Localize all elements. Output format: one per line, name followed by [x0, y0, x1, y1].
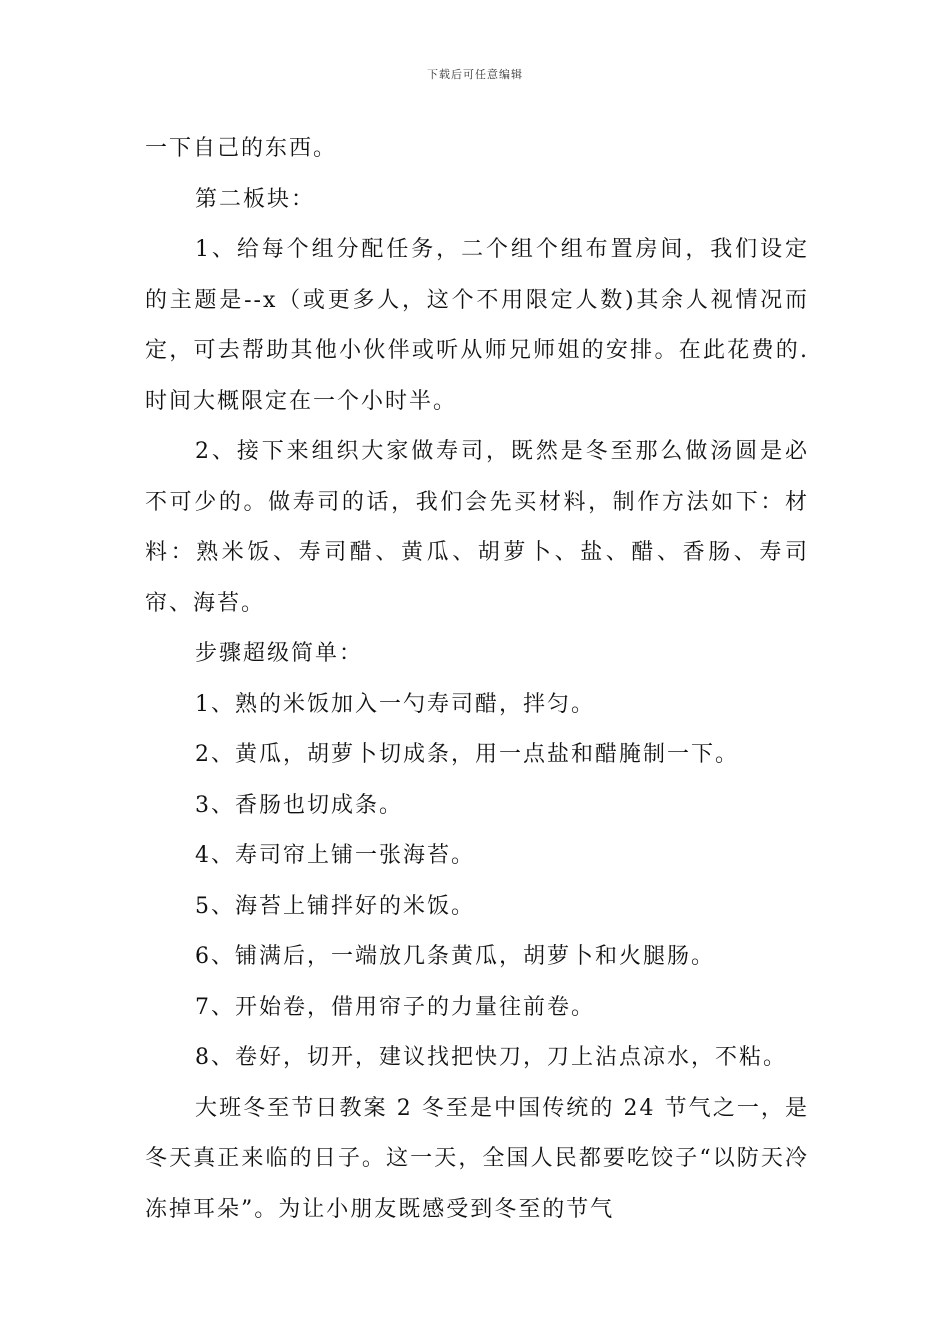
page-header: 下载后可任意编辑: [427, 68, 523, 81]
step-item: 8、卷好，切开，建议找把快刀，刀上沾点凉水，不粘。: [195, 1045, 787, 1070]
step-item: 7、开始卷，借用帘子的力量往前卷。: [195, 994, 595, 1020]
step-item: 5、海苔上铺拌好的米饭。: [195, 893, 475, 919]
paragraph: 2、接下来组织大家做寿司，既然是冬至那么做汤圆是必不可少的。做寿司的话，我们会先买材料，制作方法如下：材料：熟米饭、寿司醋、黄瓜、胡萝卜、盐、醋、香肠、寿司帘、海苔。: [145, 439, 809, 616]
document-body: [145, 124, 809, 1235]
paragraph: 大班冬至节日教案 2 冬至是中国传统的 24 节气之一，是冬天真正来临的日子。这一天，全国人民都要吃饺子“以防天冷冻掉耳朵”。为让小朋友既感受到冬至的节气: [145, 1095, 809, 1222]
step-item: 3、香肠也切成条。: [195, 792, 403, 818]
paragraph: 1、给每个组分配任务，二个组个组布置房间，我们设定的主题是--x（或更多人，这个不用限定人数)其余人视情况而定，可去帮助其他小伙伴或听从师兄师姐的安排。在此花费的.时间大概限定在一个小时半。: [145, 237, 809, 414]
paragraph: 一下自己的东西。: [145, 136, 338, 161]
steps-heading: 步骤超级简单：: [195, 641, 364, 666]
step-item: 1、熟的米饭加入一勺寿司醋，拌匀。: [195, 691, 595, 717]
step-item: 6、铺满后，一端放几条黄瓜，胡萝卜和火腿肠。: [195, 944, 715, 969]
step-item: 2、黄瓜，胡萝卜切成条，用一点盐和醋腌制一下。: [195, 742, 739, 767]
section-heading: 第二板块：: [195, 186, 316, 212]
step-item: 4、寿司帘上铺一张海苔。: [195, 843, 475, 868]
